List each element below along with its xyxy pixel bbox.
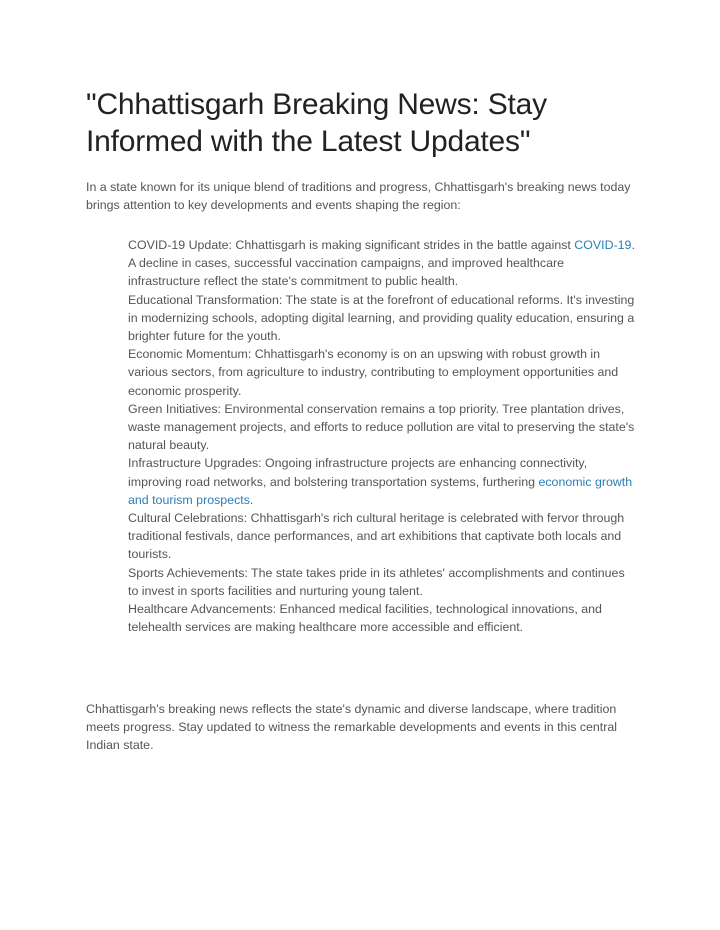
item-text: Infrastructure Upgrades: Ongoing infrastructure projects are enhancing connectivity, improving road networks, and bolstering transportation systems, furthering: [128, 456, 588, 489]
item-text: Educational Transformation: The state is at the forefront of educational reforms. It's investing in modernizing schools, adopting digital learning, and providing quality education, ensuring a brighter future for the youth.: [128, 292, 635, 344]
intro-paragraph: In a state known for its unique blend of traditions and progress, Chhattisgarh's breaking news today brings attention to key developments and events shaping the region:: [86, 180, 631, 212]
item-text: Sports Achievements: The state takes pride in its athletes' accomplishments and continues to invest in sports facilities and nurturing young talent.: [128, 565, 625, 598]
item-text: Green Initiatives: Environmental conservation remains a top priority. Tree plantation drives, waste management projects, and efforts to reduce pollution are vital to preserving the state's natural beauty.: [128, 401, 635, 453]
item-text: Economic Momentum: Chhattisgarh's economy is on an upswing with robust growth in various sectors, from agriculture to industry, contributing to employment opportunities and economic prosperity.: [128, 347, 619, 398]
list-item: [128, 509, 638, 564]
item-text: Healthcare Advancements: Enhanced medical facilities, technological innovations, and telehealth services are making healthcare more accessible and efficient.: [128, 602, 602, 635]
list-item: [128, 600, 638, 636]
item-text: .: [249, 492, 254, 507]
item-text: COVID-19 Update: Chhattisgarh is making significant strides in the battle against: [128, 238, 575, 252]
economic-growth-link[interactable]: economic growth and tourism prospects: [128, 474, 633, 507]
covid-19-link[interactable]: COVID-19: [574, 238, 632, 252]
page-title: "Chhattisgarh Breaking News: Stay Informed with the Latest Updates": [86, 88, 547, 158]
list-item: [128, 291, 638, 346]
list-item: [128, 236, 638, 291]
list-item: [128, 345, 638, 400]
item-text: Cultural Celebrations: Chhattisgarh's rich cultural heritage is celebrated with fervor through traditional festivals, dance performances, and art exhibitions that captivate both locals and tourists.: [128, 511, 625, 562]
list-item: [128, 564, 638, 600]
conclusion-paragraph: Chhattisgarh's breaking news reflects the state's dynamic and diverse landscape, where tradition meets progress. Stay updated to witness the remarkable developments and events in this central Indian state.: [86, 702, 618, 753]
list-item: [128, 400, 638, 455]
list-item: [128, 454, 638, 509]
updates-list: [128, 236, 638, 636]
item-text: . A decline in cases, successful vaccination campaigns, and improved healthcare infrastructure reflect the state's commitment to public health.: [128, 238, 635, 289]
